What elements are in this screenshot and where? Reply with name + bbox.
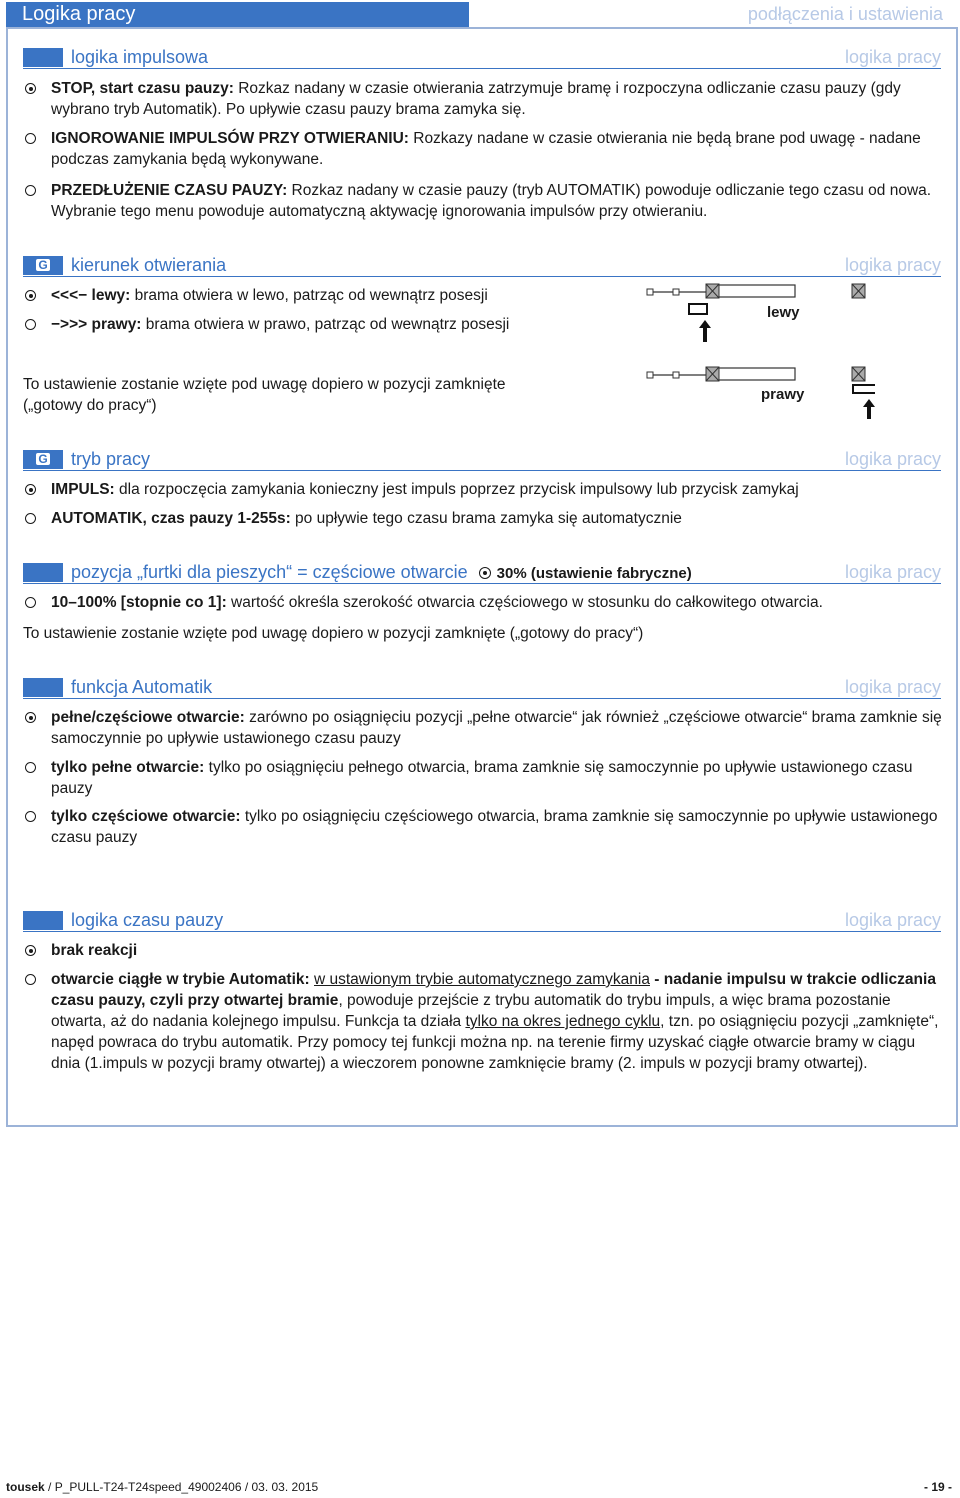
option-stop[interactable] [23,78,943,120]
section-funkcja-automatik [23,676,941,699]
g-icon: G [23,256,63,275]
radio-icon [25,185,36,196]
option-percent-range[interactable] [23,592,943,613]
option-no-reaction[interactable] [23,940,943,961]
option-impuls[interactable] [23,479,943,500]
gate-diagram-left [645,280,875,344]
option-label: STOP, start czasu pauzy: [51,80,234,97]
option-label: AUTOMATIK, czas pauzy 1-255s: [51,510,291,527]
section-kierunek-otwierania [23,254,941,277]
radio-selected-icon [25,83,36,94]
gate-diagram-right [645,363,875,423]
option-continuous-open[interactable]: otwarcie ciągłe w trybie Automatik: w ustawionym trybie automatycznego zamykania - nadanie impulsu w trakcie odliczania czasu pauzy, czyli przy otwartej bramie, powoduje przejście z trybu automatik do trybu impuls, a więc brama pozostanie otwarta, aż do nadania kolejnego impulsu. Funkcja ta działa tylko na okres jednego cyklu, tzn. po osiągnięciu pozycji „zamknięte“, napęd powraca do trybu automatik. Przy pomocy tej funkcji można np. na terenie firmy uzyskać ciągłe otwarcie bramy w ciągu dnia (1.impuls w pozycji bramy otwartej) a wieczorem ponowne zamknięcie bramy (2. impuls w pozycji bramy otwartej). [23,969,943,1074]
option-desc: tylko po osiągnięciu częściowego otwarcia, brama zamknie się samoczynnie po upływie ustawionego czasu pauzy [51,808,938,846]
section-logika-impulsowa [23,46,941,69]
direction-note: To ustawienie zostanie wzięte pod uwagę dopiero w pozycji zamknięte („gotowy do pracy“) [23,376,506,414]
radio-icon [25,974,36,985]
option-desc: zarówno po osiągnięciu pozycji „pełne otwarcie“ jak również „częściowe otwarcie“ brama zamknie się samoczynnie po upływie ustawionego czasu pauzy [51,709,942,747]
chapter-title: podłączenia i ustawienia [747,4,943,24]
option-automatik[interactable] [23,508,943,529]
option-full-only[interactable] [23,757,943,799]
radio-selected-icon [479,567,491,579]
radio-icon [25,513,36,524]
option-desc: dla rozpoczęcia zamykania konieczny jest impuls poprzez przycisk impulsowy lub przycisk zamykaj [114,481,799,498]
section-marker [23,563,63,582]
option-label: otwarcie ciągłe w trybie Automatik: [51,971,310,988]
option-prawy[interactable] [23,314,623,335]
option-ignore-impulses[interactable] [23,128,943,170]
doc-reference: / P_PULL-T24-T24speed_49002406 / 03. 03. 2015 [44,1480,319,1494]
pedestrian-note: To ustawienie zostanie wzięte pod uwagę dopiero w pozycji zamknięte („gotowy do pracy“) [23,625,644,642]
brand-name: tousek [6,1480,45,1494]
option-desc: Rozkaz nadany w czasie otwierania zatrzymuje bramę i rozpoczyna odliczanie czasu pauzy (gdy wybrano tryb Automatik). Po upływie czasu pauzy brama zamyka się. [51,80,901,118]
section-tag: logika pracy [844,449,941,469]
option-desc: brama otwiera w lewo, patrząc od wewnątrz posesji [130,287,488,304]
default-value: 30% (ustawienie fabryczne) [479,565,692,582]
section-tag: logika pracy [844,255,941,275]
option-desc: brama otwiera w prawo, patrząc od wewnątrz posesji [141,316,510,333]
gate-label-right: prawy [761,386,805,403]
section-marker [23,678,63,697]
radio-selected-icon [25,945,36,956]
section-marker [23,911,63,930]
radio-icon [25,133,36,144]
section-furtka [23,561,941,584]
section-logika-czasu-pauzy [23,909,941,932]
section-marker [23,48,63,67]
footer-docref [6,1480,318,1494]
page-number: - 19 - [923,1480,952,1494]
section-title: pozycja „furtki dla pieszych“ = częściowe otwarcie 30% (ustawienie fabryczne) [71,562,692,582]
option-desc: Rozkaz nadany w czasie pauzy (tryb AUTOMATIK) powoduje odliczanie tego czasu od nowa. Wybranie tego menu powoduje automatyczną aktywację ignorowania impulsów przy otwieraniu. [51,182,932,220]
option-label: tylko częściowe otwarcie: [51,808,241,825]
radio-icon [25,319,36,330]
option-desc: wartość określa szerokość otwarcia częściowego w stosunku do całkowitego otwarcia. [226,594,823,611]
option-label: IGNOROWANIE IMPULSÓW PRZY OTWIERANIU: [51,130,409,147]
option-partial-only[interactable] [23,806,943,848]
option-extend-pause[interactable] [23,180,943,222]
option-label: IMPULS: [51,481,115,498]
section-title: funkcja Automatik [71,677,213,697]
option-lewy[interactable] [23,285,623,306]
option-label: tylko pełne otwarcie: [51,759,205,776]
option-desc: Rozkazy nadane w czasie otwierania nie będą brane pod uwagę - nadane podczas zamykania będą wykonywane. [51,130,921,168]
radio-icon [25,762,36,773]
radio-icon [25,597,36,608]
section-tag: logika pracy [844,910,941,930]
radio-icon [25,811,36,822]
option-label: 10–100% [stopnie co 1]: [51,594,227,611]
option-label: pełne/częściowe otwarcie: [51,709,245,726]
section-title: logika czasu pauzy [71,910,224,930]
section-tryb-pracy [23,448,941,471]
page-title: Logika pracy [6,2,469,27]
option-label: <<<− lewy: [51,287,131,304]
section-title: tryb pracy [71,449,151,469]
section-tag: logika pracy [844,47,941,67]
option-desc: po upływie tego czasu brama zamyka się automatycznie [290,510,682,527]
top-bar [6,0,959,27]
section-tag: logika pracy [844,677,941,697]
section-tag: logika pracy [844,562,941,582]
option-label: PRZEDŁUŻENIE CZASU PAUZY: [51,182,288,199]
gate-label-left: lewy [767,304,800,321]
radio-selected-icon [25,484,36,495]
option-label: −>>> prawy: [51,316,142,333]
radio-selected-icon [25,712,36,723]
option-label: brak reakcji [51,942,138,959]
section-title: kierunek otwierania [71,255,227,275]
radio-selected-icon [25,290,36,301]
section-title: logika impulsowa [71,47,209,67]
g-icon: G [23,450,63,469]
option-desc: tylko po osiągnięciu pełnego otwarcia, brama zamknie się samoczynnie po upływie ustawionego czasu pauzy [51,759,913,797]
option-full-partial[interactable] [23,707,943,749]
